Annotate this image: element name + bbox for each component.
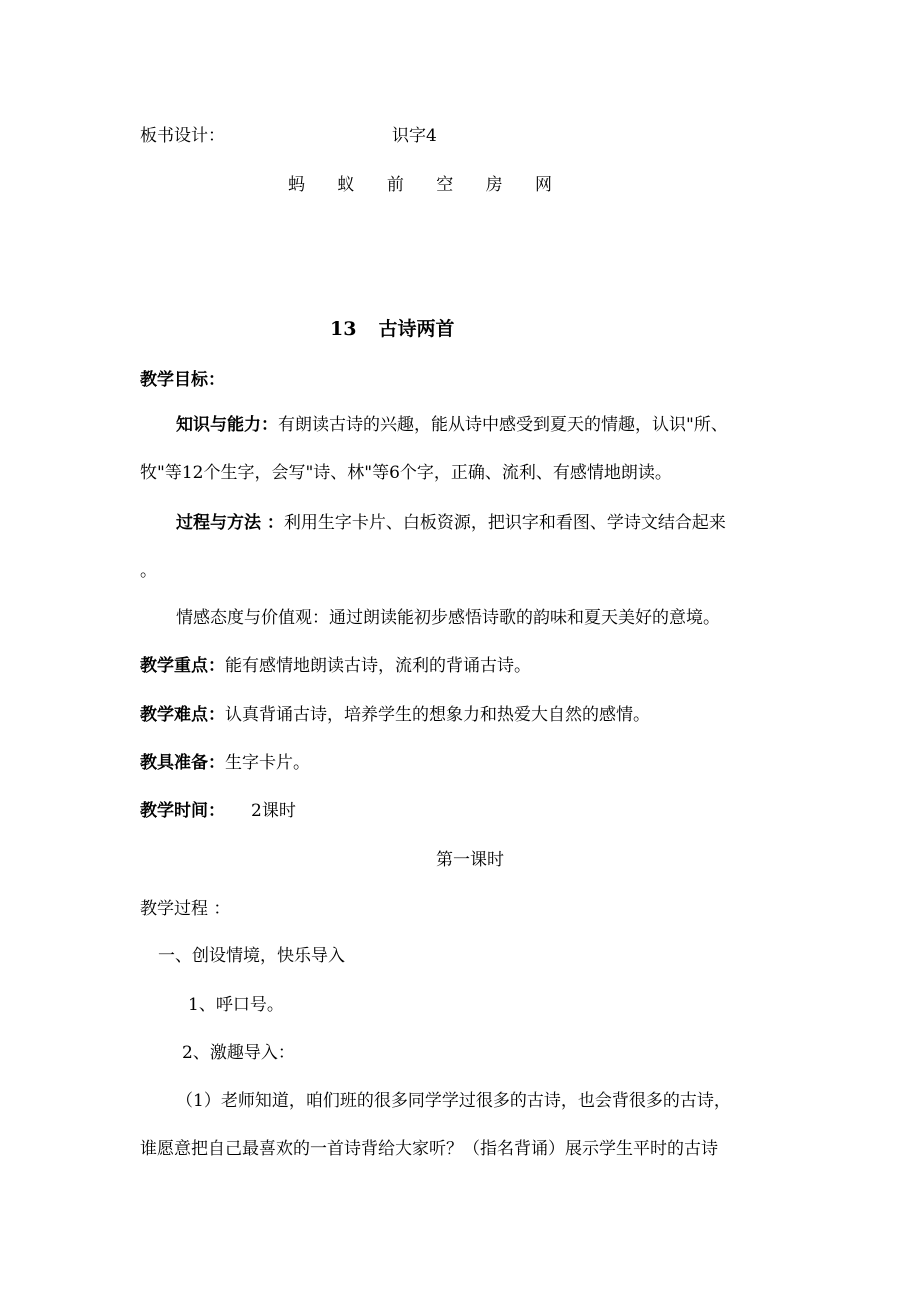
step-item: 1、呼口号。 — [188, 995, 284, 1015]
process-method-text: 利用生字卡片、白板资源，把识字和看图、学诗文结合起来 — [283, 513, 726, 533]
key-point — [140, 658, 531, 675]
teaching-tools — [140, 755, 310, 772]
paragraph-line: 谁愿意把自己最喜欢的一首诗背给大家听？（指名背诵）展示学生平时的古诗 — [140, 1139, 718, 1159]
process-method-label: 过程与方法 ： — [176, 513, 284, 533]
board-char: 蚂 — [288, 175, 305, 195]
knowledge-text-cont: 牧"等12个生字，会写"诗、林"等6个字，正确、流利、有感情地朗读。 — [140, 463, 672, 483]
board-design-label: 板书设计： — [140, 126, 225, 146]
objectives-heading: 教学目标： — [140, 370, 225, 390]
board-char: 蚁 — [337, 175, 355, 195]
board-design-title: 识字4 — [392, 126, 437, 146]
knowledge-label: 知识与能力： — [176, 415, 278, 435]
knowledge-line — [176, 417, 728, 434]
board-char: 房 — [485, 175, 503, 195]
tools-label: 教具准备： — [140, 753, 225, 773]
board-char: 网 — [535, 175, 553, 195]
time-text: 2课时 — [251, 801, 296, 821]
key-point-text: 能有感情地朗读古诗，流利的背诵古诗。 — [225, 656, 531, 676]
section-heading: 一、创设情境，快乐导入 — [158, 946, 345, 966]
lesson-title-text: 古诗两首 — [378, 318, 455, 340]
lesson-title — [330, 320, 454, 339]
difficulty — [140, 707, 650, 724]
key-point-label: 教学重点： — [140, 656, 225, 676]
difficulty-label: 教学难点： — [140, 705, 225, 725]
board-char: 前 — [386, 175, 404, 195]
paragraph-line: （1）老师知道，咱们班的很多同学学过很多的古诗，也会背很多的古诗， — [176, 1091, 731, 1111]
process-heading: 教学过程 ： — [140, 899, 231, 919]
lesson-number: 13 — [330, 318, 357, 340]
time-label: 教学时间： — [140, 801, 225, 821]
teaching-time — [140, 803, 296, 820]
lesson-part-heading: 第一课时 — [436, 850, 504, 870]
knowledge-text: 有朗读古诗的兴趣，能从诗中感受到夏天的情趣，认识"所、 — [278, 415, 728, 435]
process-method-line — [176, 515, 726, 532]
tools-text: 生字卡片。 — [225, 753, 310, 773]
emotion-objective: 情感态度与价值观：通过朗读能初步感悟诗歌的韵味和夏天美好的意境。 — [176, 608, 720, 628]
difficulty-text: 认真背诵古诗，培养学生的想象力和热爱大自然的感情。 — [225, 705, 650, 725]
board-characters — [288, 177, 579, 194]
board-char: 空 — [436, 175, 454, 195]
process-method-text-cont: 。 — [140, 561, 157, 581]
step-item: 2、激趣导入： — [182, 1043, 295, 1063]
